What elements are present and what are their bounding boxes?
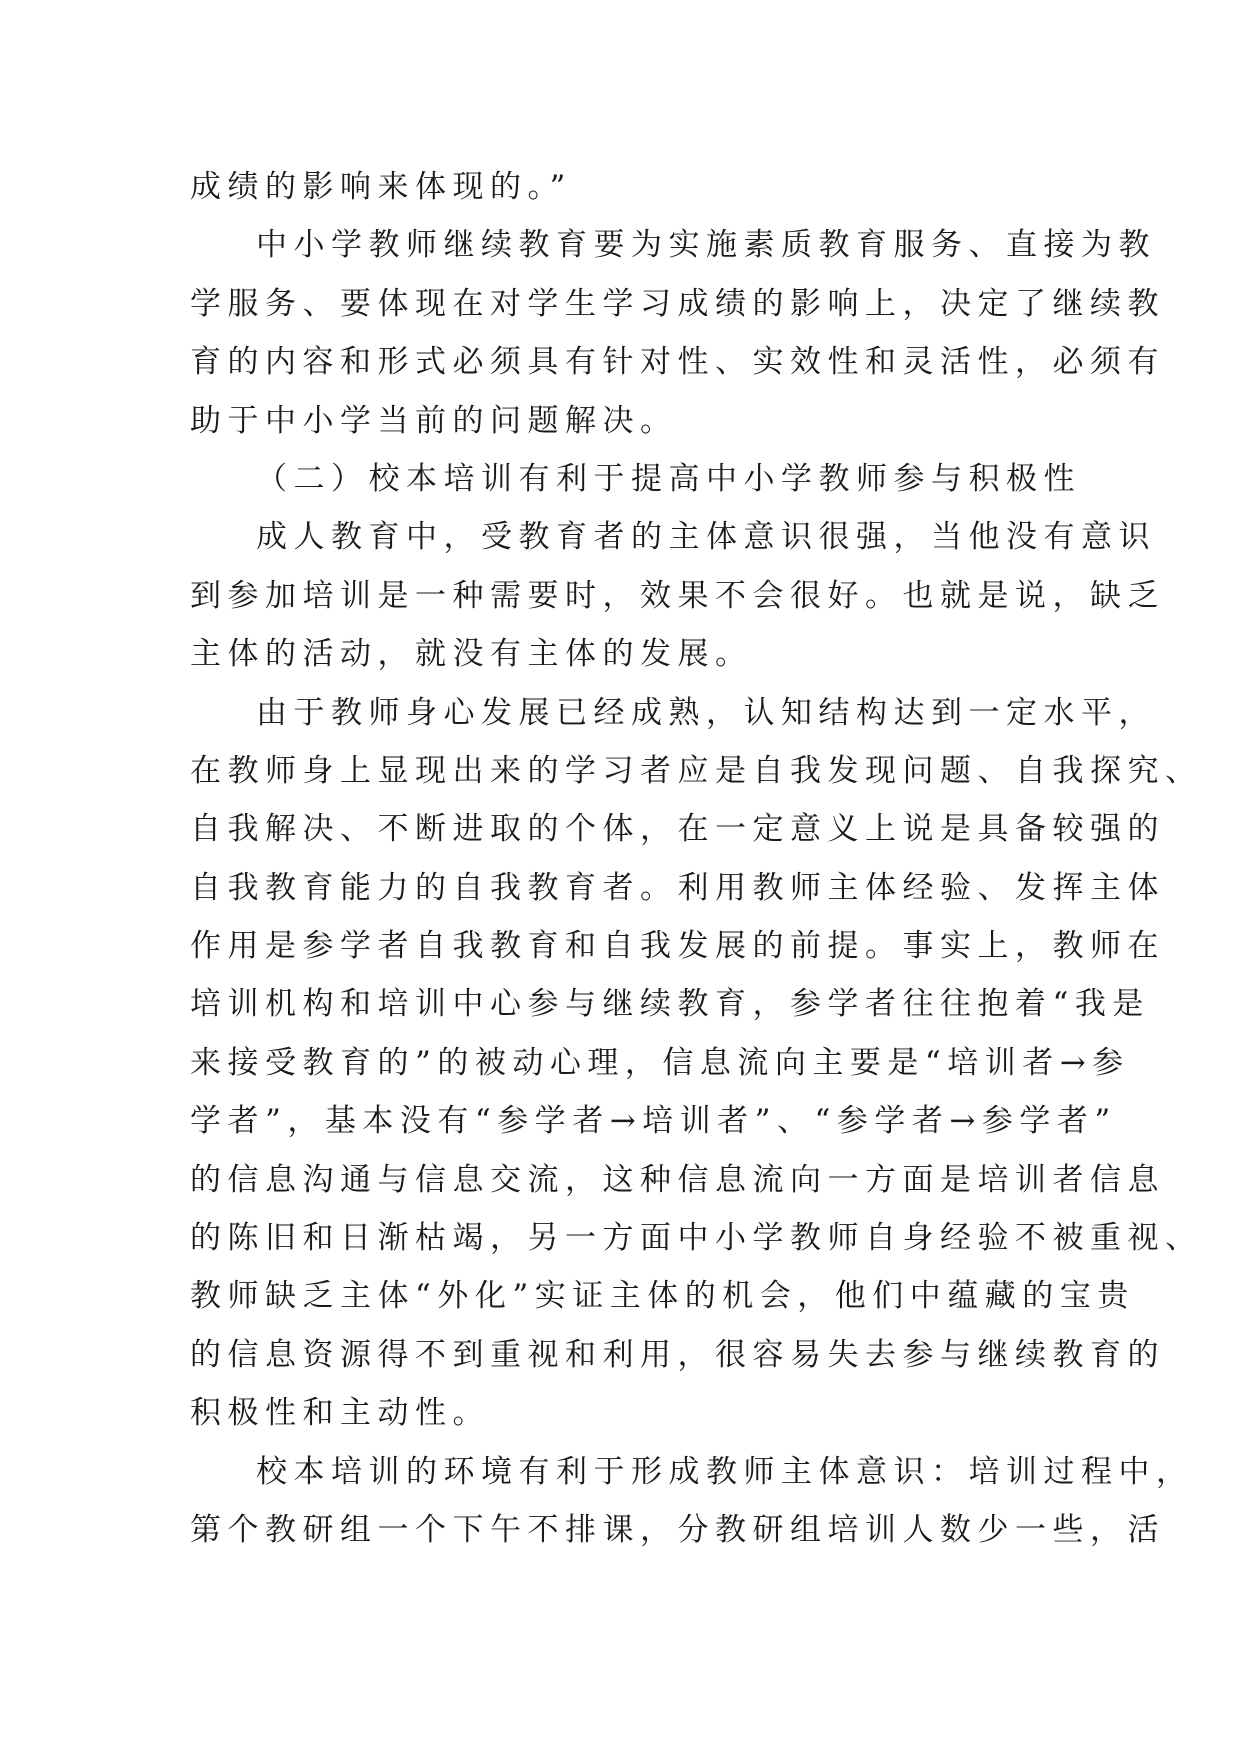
paragraph-line: 成人教育中，受教育者的主体意识很强，当他没有意识 bbox=[256, 519, 1156, 556]
paragraph-line: 来接受教育的”的被动心理，信息流向主要是“培训者→参 bbox=[190, 1044, 1130, 1081]
paragraph-line: 第个教研组一个下午不排课，分教研组培训人数少一些，活 bbox=[190, 1511, 1165, 1548]
paragraph-line: 积极性和主动性。 bbox=[190, 1395, 490, 1432]
paragraph-line: 的陈旧和日渐枯竭，另一方面中小学教师自身经验不被重视、 bbox=[190, 1220, 1203, 1257]
paragraph-line: 的信息资源得不到重视和利用，很容易失去参与继续教育的 bbox=[190, 1336, 1165, 1373]
paragraph-line: 学者”，基本没有“参学者→培训者”、“参学者→参学者” bbox=[190, 1103, 1117, 1140]
paragraph-line: 由于教师身心发展已经成熟，认知结构达到一定水平， bbox=[256, 694, 1156, 731]
paragraph-line: 的信息沟通与信息交流，这种信息流向一方面是培训者信息 bbox=[190, 1161, 1165, 1198]
paragraph-line: 培训机构和培训中心参与继续教育，参学者往往抱着“我是 bbox=[190, 986, 1150, 1023]
paragraph-line: 教师缺乏主体“外化”实证主体的机会，他们中蕴藏的宝贵 bbox=[190, 1278, 1135, 1315]
paragraph-line: 主体的活动，就没有主体的发展。 bbox=[190, 636, 753, 673]
paragraph-line: 成绩的影响来体现的。” bbox=[190, 169, 572, 205]
paragraph-line: 作用是参学者自我教育和自我发展的前提。事实上，教师在 bbox=[190, 928, 1165, 965]
paragraph-line: 到参加培训是一种需要时，效果不会很好。也就是说，缺乏 bbox=[190, 577, 1165, 614]
section-heading: （二）校本培训有利于提高中小学教师参与积极性 bbox=[256, 460, 1081, 497]
paragraph-line: 助于中小学当前的问题解决。 bbox=[190, 402, 678, 439]
paragraph-line: 育的内容和形式必须具有针对性、实效性和灵活性，必须有 bbox=[190, 344, 1165, 381]
paragraph-line: 在教师身上显现出来的学习者应是自我发现问题、自我探究、 bbox=[190, 752, 1203, 789]
document-body bbox=[190, 158, 1203, 1559]
paragraph-line: 学服务、要体现在对学生学习成绩的影响上，决定了继续教 bbox=[190, 285, 1165, 322]
paragraph-line: 自我解决、不断进取的个体，在一定意义上说是具备较强的 bbox=[190, 811, 1165, 848]
paragraph-line: 校本培训的环境有利于形成教师主体意识：培训过程中， bbox=[256, 1453, 1194, 1490]
paragraph-line: 自我教育能力的自我教育者。利用教师主体经验、发挥主体 bbox=[190, 869, 1165, 906]
paragraph-line: 中小学教师继续教育要为实施素质教育服务、直接为教 bbox=[256, 227, 1156, 264]
